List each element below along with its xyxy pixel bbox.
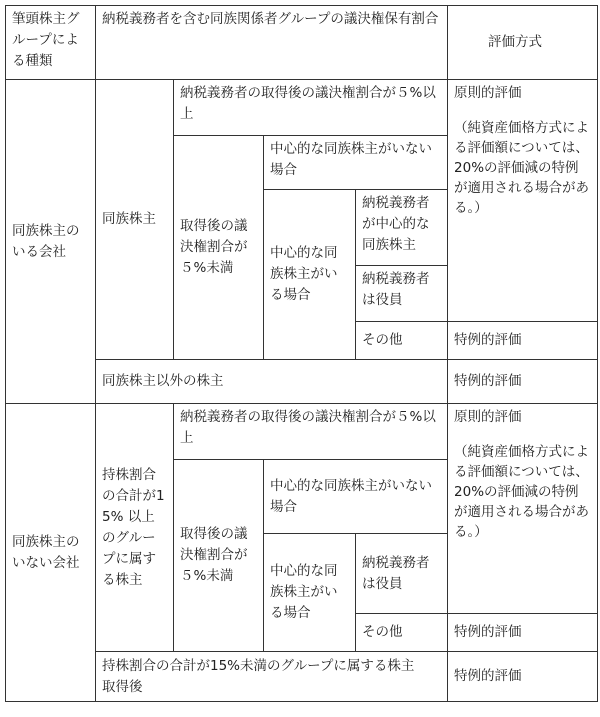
section1-non-family: 同族株主以外の株主 [96,360,448,404]
section2-over5: 納税義務者の取得後の議決権割合が５%以上 [174,404,448,460]
section1-sub: 同族株主 [96,80,174,360]
section1-has-central: 中心的な同族株主がいる場合 [264,190,356,360]
section1-group: 同族株主のいる会社 [6,80,96,404]
section1-under5: 取得後の議決権割合が５%未満 [174,136,264,360]
section2-note: （純資産価格方式による評価額については、20%の評価減の特例が適用される場合がある。） [454,444,590,540]
section2-group: 同族株主のいない会社 [6,404,96,702]
section2-principle-cell [448,404,598,614]
section1-principle-cell [448,80,598,322]
section1-principle: 原則的評価 [454,85,522,101]
header-group-type: 筆頭株主グループによる種類 [6,6,96,80]
section2-special: 特例的評価 [448,614,598,652]
section1-special: 特例的評価 [448,322,598,360]
section2-has-central: 中心的な同族株主がいる場合 [264,534,356,652]
section1-note: （純資産価格方式による評価額については、20%の評価減の特例が適用される場合がある。） [454,120,590,216]
section1-other: その他 [356,322,448,360]
section2-taxpayer-officer: 納税義務者は役員 [356,534,448,614]
header-method: 評価方式 [448,6,598,80]
section1-special2: 特例的評価 [448,360,598,404]
section2-no-central: 中心的な同族株主がいない場合 [264,460,448,534]
section2-other: その他 [356,614,448,652]
section1-taxpayer-central: 納税義務者が中心的な同族株主 [356,190,448,266]
header-voting-ratio: 納税義務者を含む同族関係者グループの議決権保有割合 [96,6,448,80]
section2-special2: 特例的評価 [448,652,598,702]
section1-taxpayer-officer: 納税義務者は役員 [356,266,448,322]
section2-sub: 持株割合の合計が15% 以上のグループに属する株主 [96,404,174,652]
section2-under15: 持株割合の合計が15%未満のグループに属する株主 取得後 [96,652,448,702]
valuation-method-table [5,5,598,702]
section1-no-central: 中心的な同族株主がいない場合 [264,136,448,190]
section1-over5: 納税義務者の取得後の議決権割合が５%以上 [174,80,448,136]
section2-principle: 原則的評価 [454,409,522,425]
section2-under5: 取得後の議決権割合が５%未満 [174,460,264,652]
